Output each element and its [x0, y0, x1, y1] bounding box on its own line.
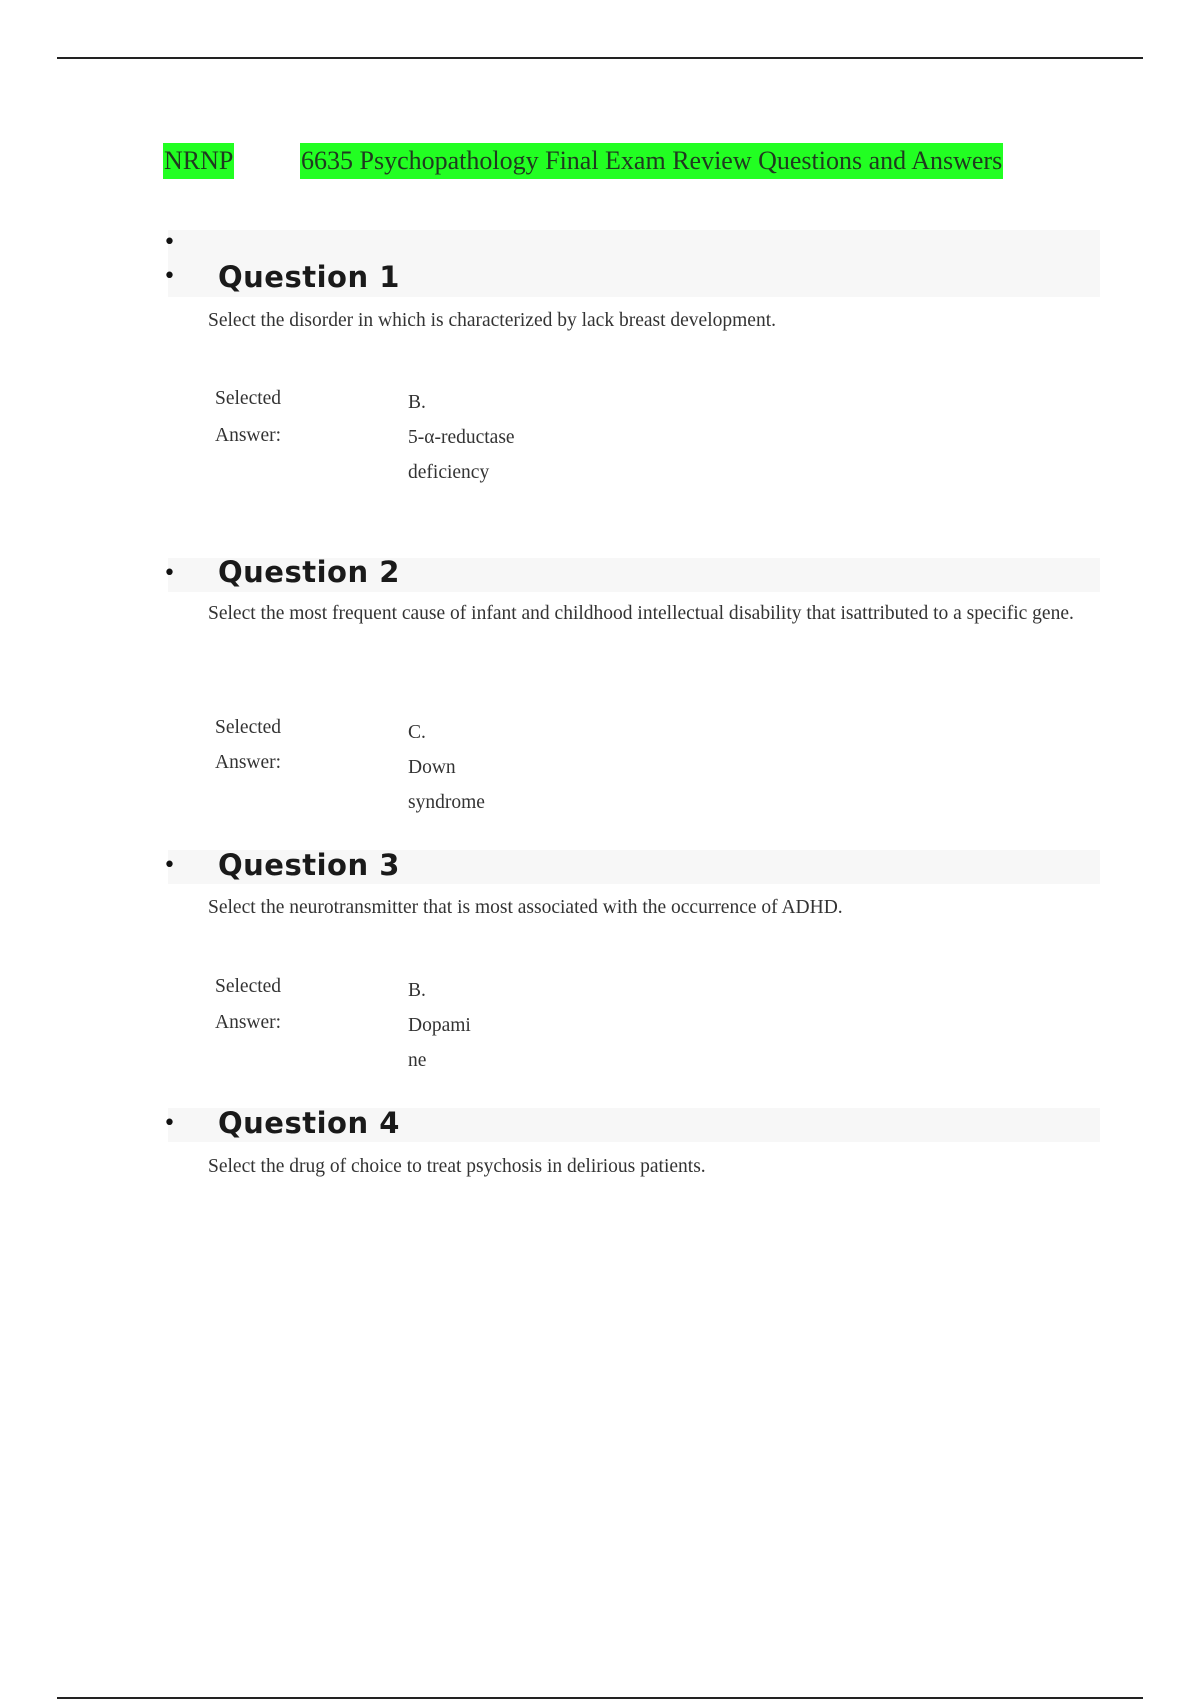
answer-letter: B.	[408, 980, 426, 1001]
footer-rule	[57, 1697, 1143, 1699]
question-2-heading: Question 2	[218, 555, 400, 589]
answer-letter: B.	[408, 392, 426, 413]
answer-label: Answer:	[215, 1012, 282, 1033]
title-text: 6635 Psychopathology Final Exam Review Questions and Answers	[300, 143, 1003, 179]
question-3-answer	[408, 973, 548, 1078]
bullet-icon: •	[163, 264, 176, 289]
question-1-text: Select the disorder in which is characterized by lack breast development.	[208, 310, 776, 331]
answer-line: deficiency	[408, 462, 490, 483]
bullet-icon: •	[163, 853, 176, 878]
bullet-icon: •	[163, 561, 176, 586]
question-3-heading: Question 3	[218, 848, 400, 882]
answer-line: 5-α-reductase	[408, 427, 515, 448]
header-rule	[57, 57, 1143, 59]
answer-line: Dopami	[408, 1015, 471, 1036]
selected-label: Selected	[215, 388, 282, 409]
answer-label: Answer:	[215, 425, 282, 446]
question-1-answer	[408, 385, 548, 490]
answer-line: syndrome	[408, 792, 485, 813]
question-1-heading: Question 1	[218, 260, 400, 294]
empty-bullet-icon: •	[163, 230, 176, 255]
answer-line: ne	[408, 1050, 427, 1071]
bullet-icon: •	[163, 1111, 176, 1136]
selected-label: Selected	[215, 976, 282, 997]
answer-label: Answer:	[215, 752, 282, 773]
title-course-code: NRNP	[163, 143, 234, 179]
question-4-heading: Question 4	[218, 1106, 400, 1140]
selected-label: Selected	[215, 717, 282, 738]
question-4-text: Select the drug of choice to treat psychosis in delirious patients.	[208, 1156, 706, 1177]
question-2-text: Select the most frequent cause of infant and childhood intellectual disability that isattributed to a specific gene.	[208, 603, 1074, 624]
answer-line: Down	[408, 757, 456, 778]
answer-letter: C.	[408, 722, 426, 743]
question-2-answer	[408, 715, 548, 820]
question-3-text: Select the neurotransmitter that is most associated with the occurrence of ADHD.	[208, 897, 843, 918]
